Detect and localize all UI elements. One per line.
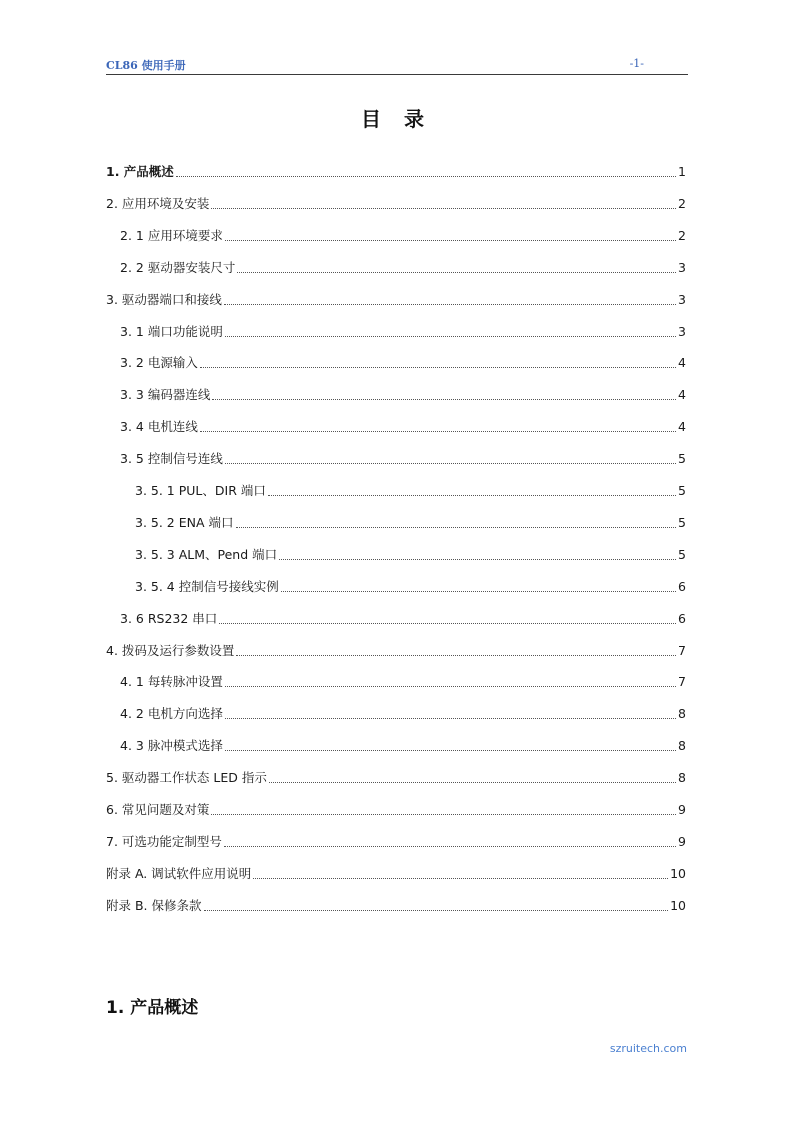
toc-entry[interactable] [106, 670, 686, 690]
toc-entry-label: 1. 产品概述 [106, 164, 174, 179]
toc-entry[interactable] [106, 607, 686, 627]
toc-entry-page: 5 [678, 451, 686, 467]
toc-entry[interactable] [106, 224, 686, 244]
toc-entry[interactable] [106, 511, 686, 531]
toc-entry-page: 5 [678, 514, 686, 530]
toc-entry[interactable] [106, 543, 686, 563]
toc-entry-page: 5 [678, 483, 686, 498]
toc-leader-dots [224, 845, 676, 847]
toc-entry-label: 2. 2 驱动器安装尺寸 [120, 259, 236, 275]
toc-entry-label: 6. 常见问题及对策 [106, 802, 210, 817]
toc-entry-label: 附录 B. 保修条款 [106, 897, 202, 913]
toc-entry-page: 7 [678, 642, 686, 658]
toc-leader-dots [225, 239, 676, 241]
toc-entry-label: 2. 应用环境及安装 [106, 195, 210, 211]
toc-entry-page: 9 [678, 802, 686, 817]
toc-entry-page: 1 [678, 164, 686, 179]
toc-entry-page: 10 [670, 865, 686, 881]
toc-entry[interactable] [106, 320, 686, 340]
page-number: -1- [629, 57, 644, 70]
toc-entry-label: 3. 5 控制信号连线 [120, 451, 223, 467]
toc-entry[interactable] [106, 639, 686, 659]
toc-entry-page: 6 [678, 578, 686, 594]
toc-leader-dots [200, 366, 676, 368]
toc-leader-dots [236, 654, 676, 656]
toc-entry-page: 2 [678, 227, 686, 243]
toc-entry-page: 8 [678, 706, 686, 722]
toc-entry-page: 7 [678, 674, 686, 690]
toc-entry-label: 4. 拨码及运行参数设置 [106, 642, 235, 658]
toc-entry-label: 5. 驱动器工作状态 LED 指示 [106, 770, 267, 786]
section-heading: 1. 产品概述 [106, 998, 199, 1018]
toc-leader-dots [211, 207, 676, 209]
toc-entry[interactable] [106, 798, 686, 818]
toc-leader-dots [204, 909, 669, 911]
toc-entry-label: 3. 5. 2 ENA 端口 [135, 514, 234, 530]
toc-entry[interactable] [106, 575, 686, 595]
toc-leader-dots [211, 813, 676, 815]
toc-leader-dots [225, 685, 676, 687]
toc-entry[interactable] [106, 415, 686, 435]
toc-entry[interactable] [106, 766, 686, 786]
toc-title: 目 录 [361, 107, 432, 131]
toc-entry-page: 5 [678, 546, 686, 562]
toc-entry-label: 3. 5. 4 控制信号接线实例 [135, 578, 279, 594]
toc-leader-dots [253, 877, 668, 879]
footer-website: szruitech.com [609, 1042, 687, 1055]
toc-entry[interactable] [106, 288, 686, 308]
toc-entry-page: 3 [678, 323, 686, 339]
toc-leader-dots [279, 558, 676, 560]
toc-leader-dots [269, 781, 676, 783]
toc-entry-label: 3. 6 RS232 串口 [120, 610, 218, 626]
toc-leader-dots [237, 271, 676, 273]
toc-entry[interactable] [106, 383, 686, 403]
toc-entry[interactable] [106, 256, 686, 276]
toc-entry-page: 3 [678, 291, 686, 307]
toc-entry[interactable] [106, 479, 686, 499]
toc-entry[interactable] [106, 351, 686, 371]
toc-entry[interactable] [106, 830, 686, 850]
toc-entry-page: 4 [678, 355, 686, 371]
toc-entry-label: 4. 1 每转脉冲设置 [120, 674, 223, 690]
toc-leader-dots [224, 303, 676, 305]
toc-entry-label: 2. 1 应用环境要求 [120, 227, 223, 243]
document-title: CL86 使用手册 [106, 59, 186, 72]
toc-entry-page: 8 [678, 770, 686, 786]
toc-entry-label: 3. 2 电源输入 [120, 355, 198, 371]
toc-leader-dots [219, 622, 676, 624]
toc-leader-dots [212, 398, 676, 400]
toc-entry-page: 10 [670, 897, 686, 913]
toc-entry-label: 7. 可选功能定制型号 [106, 833, 222, 849]
toc-entry-label: 4. 2 电机方向选择 [120, 706, 223, 722]
toc-leader-dots [176, 175, 676, 177]
toc-entry[interactable] [106, 447, 686, 467]
toc-entry-label: 3. 5. 3 ALM、Pend 端口 [135, 546, 278, 562]
toc-entry-label: 3. 4 电机连线 [120, 419, 198, 435]
toc-entry-page: 8 [678, 738, 686, 754]
toc-entry-label: 3. 驱动器端口和接线 [106, 291, 222, 307]
toc-entry-page: 4 [678, 387, 686, 403]
toc-entry[interactable] [106, 894, 686, 914]
toc-leader-dots [225, 335, 676, 337]
toc-entry-label: 3. 5. 1 PUL、DIR 端口 [135, 483, 266, 498]
toc-entry[interactable] [106, 192, 686, 212]
toc-leader-dots [268, 494, 676, 496]
toc-entry-page: 2 [678, 195, 686, 211]
toc-entry[interactable] [106, 862, 686, 882]
toc-leader-dots [200, 430, 676, 432]
page-header [106, 56, 688, 75]
toc-leader-dots [225, 462, 676, 464]
toc-entry[interactable] [106, 160, 686, 180]
toc-entry-page: 6 [678, 610, 686, 626]
toc-entry-label: 3. 1 端口功能说明 [120, 323, 223, 339]
toc-leader-dots [236, 526, 677, 528]
toc-entry[interactable] [106, 702, 686, 722]
toc-entry[interactable] [106, 734, 686, 754]
toc-leader-dots [225, 717, 676, 719]
toc-entry-label: 4. 3 脉冲模式选择 [120, 738, 223, 754]
toc-entry-label: 附录 A. 调试软件应用说明 [106, 865, 252, 881]
toc-entry-page: 4 [678, 419, 686, 435]
toc-leader-dots [281, 590, 676, 592]
toc-leader-dots [225, 749, 676, 751]
toc-entry-page: 9 [678, 833, 686, 849]
toc-entry-label: 3. 3 编码器连线 [120, 387, 211, 403]
toc-entry-page: 3 [678, 259, 686, 275]
